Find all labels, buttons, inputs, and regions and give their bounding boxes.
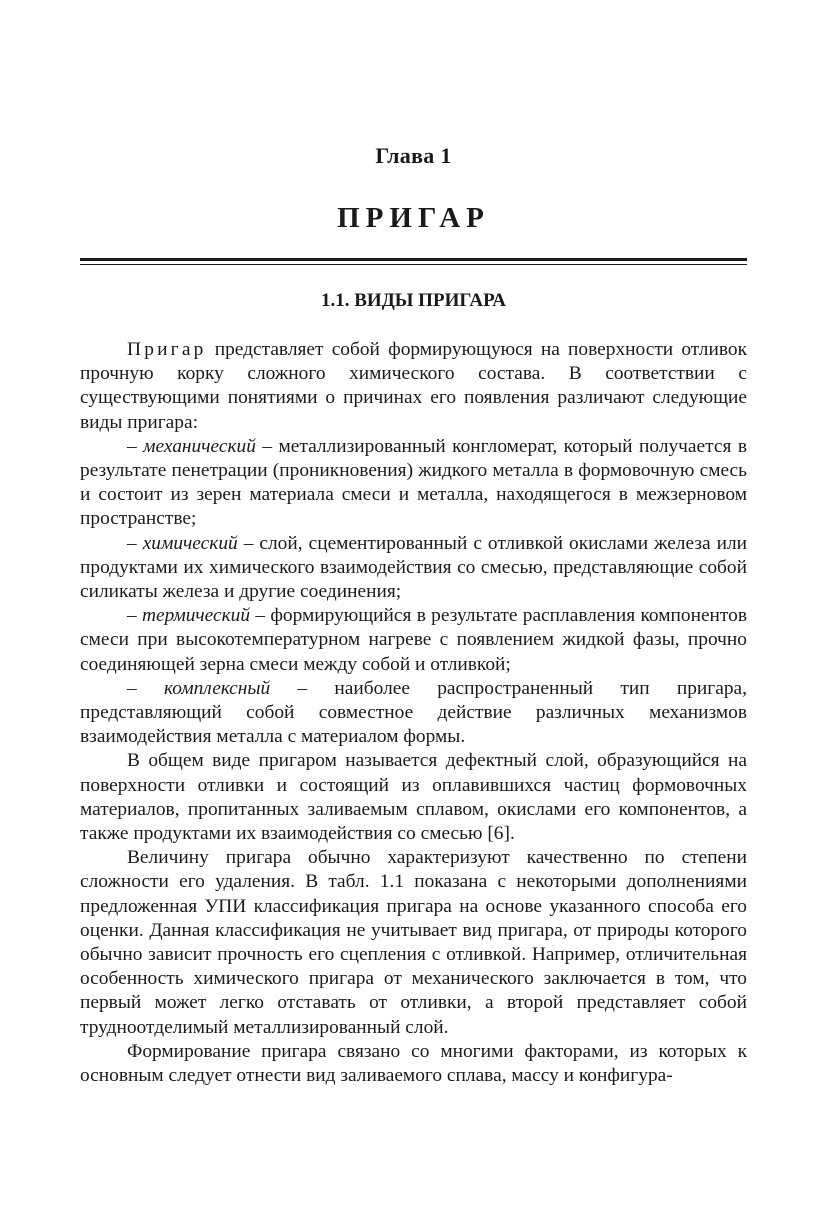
definition-mechanical: – металлизированный конгломерат, который получается в результате пенетрации (проникновения) жидкого металла в формовочную смесь и состоит из зерен материала смеси и металла, находящегося в межзерновом пространстве; <box>80 435 747 530</box>
list-dash: – <box>127 677 164 699</box>
term-chemical: химический <box>142 532 238 554</box>
chapter-title: ПРИГАР <box>337 202 490 234</box>
list-dash: – <box>127 532 143 554</box>
list-item-complex <box>80 677 747 750</box>
list-item-mechanical <box>80 435 747 532</box>
body-text <box>80 338 747 1088</box>
paragraph-formation: Формирование пригара связано со многими факторами, из которых к основным следует отнести вид заливаемого сплава, массу и конфигура- <box>80 1040 747 1087</box>
paragraph-intro <box>80 338 747 435</box>
section-title: 1.1. ВИДЫ ПРИГАРА <box>321 290 506 311</box>
heading-rule-thin <box>80 264 747 265</box>
intro-text: представляет собой формирующуюся на поверхности отливок прочную корку сложного химического состава. В соответствии с существующими понятиями о причинах его появления различают следующие виды пригара: <box>80 339 747 433</box>
list-dash: – <box>127 605 142 627</box>
list-item-thermal <box>80 604 747 677</box>
list-dash: – <box>127 435 144 457</box>
term-mechanical: механический <box>143 435 256 457</box>
term-thermal: термический <box>141 605 251 627</box>
definition-chemical: – слой, сцементированный с отливкой окислами железа или продуктами их химического взаимодействия со смесью, представляющие собой силикаты железа и другие соединения; <box>80 532 747 603</box>
intro-lead-term: Пригар <box>127 339 207 360</box>
heading-rule-thick <box>80 258 747 261</box>
chapter-label: Глава 1 <box>375 143 452 168</box>
term-complex: комплексный <box>163 677 271 699</box>
list-item-chemical <box>80 532 747 605</box>
definition-complex: – наиболее распространенный тип пригара, представляющий собой совместное действие различных механизмов взаимодействия металла с материалом формы. <box>80 677 747 748</box>
definition-thermal: – формирующийся в результате расплавления компонентов смеси при высокотемпературном нагреве с появлением жидкой фазы, прочно соединяющей зерна смеси между собой и отливкой; <box>80 605 747 675</box>
paragraph-general: В общем виде пригаром называется дефектный слой, образующийся на поверхности отливки и состоящий из оплавившихся частиц формовочных материалов, пропитанных заливаемым сплавом, окислами его компонентов, а также продуктами их взаимодействия со смесью [6]. <box>80 750 747 845</box>
paragraph-classification: Величину пригара обычно характеризуют качественно по степени сложности его удаления. В табл. 1.1 показана с некоторыми дополнениями предложенная УПИ классификация пригара на основе указанного способа его оценки. Данная классификация не учитывает вид пригара, от природы которого обычно зависит прочность его сцепления с отливкой. Например, отличительная особенность химического пригара от механического заключается в том, что первый может легко отставать от отливки, а второй представляет собой трудноотделимый металлизированный слой. <box>80 847 747 1038</box>
